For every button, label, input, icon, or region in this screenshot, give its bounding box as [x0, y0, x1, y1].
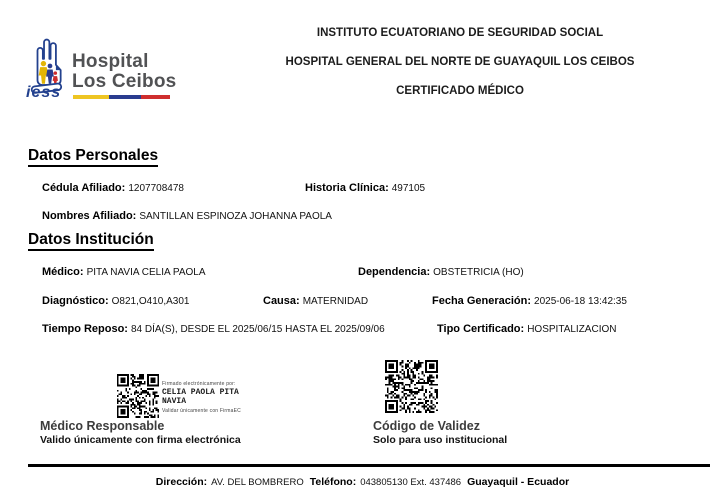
- field-causa: [263, 291, 368, 309]
- iess-logo-text: iess: [26, 84, 62, 101]
- hospital-logo-text: [72, 52, 176, 92]
- fecha-value: 2025-06-18 13:42:35: [534, 296, 627, 307]
- section-title-institucion: Datos Institución: [28, 231, 154, 251]
- validity-qr-code: [385, 360, 438, 413]
- medico-responsable-title: Médico Responsable: [40, 419, 165, 433]
- field-medico: [42, 262, 206, 280]
- section-datos-personales: [28, 147, 158, 165]
- field-dependencia: [358, 262, 524, 280]
- direccion-value: AV. DEL BOMBRERO: [211, 477, 304, 488]
- field-historia-clinica: [305, 178, 425, 196]
- validar-note: Validar únicamente con FirmaEC: [162, 408, 241, 415]
- cedula-value: 1207708478: [128, 183, 184, 194]
- stripe-blue: [109, 95, 141, 99]
- document-header: [200, 26, 720, 98]
- field-nombres-afiliado: [42, 206, 332, 224]
- medico-label: Médico:: [42, 266, 84, 278]
- diagnostico-label: Diagnóstico:: [42, 295, 109, 307]
- section-title-personales: Datos Personales: [28, 147, 158, 167]
- codigo-validez-title: Código de Validez: [373, 419, 480, 433]
- signature-qr-code: [117, 374, 159, 418]
- institution-title: INSTITUTO ECUATORIANO DE SEGURIDAD SOCIAL: [316, 27, 604, 39]
- field-cedula-afiliado: [42, 178, 184, 196]
- telefono-label: Teléfono:: [309, 476, 357, 488]
- hospital-logo-line2: Los Ceibos: [72, 71, 177, 92]
- flag-stripe: [73, 95, 170, 99]
- hospital-title: HOSPITAL GENERAL DEL NORTE DE GUAYAQUIL LOS CEIBOS: [285, 56, 635, 68]
- signed-by-label: Firmado electrónicamente por:: [162, 381, 236, 387]
- fecha-label: Fecha Generación:: [432, 295, 532, 307]
- stripe-yellow: [73, 95, 109, 99]
- dependencia-label: Dependencia:: [358, 266, 431, 278]
- footer-divider: [28, 464, 710, 467]
- section-datos-institucion: [28, 231, 154, 249]
- tipo-label: Tipo Certificado:: [437, 323, 525, 335]
- nombres-label: Nombres Afiliado:: [42, 210, 137, 222]
- document-type-title: CERTIFICADO MÉDICO: [396, 85, 524, 97]
- cedula-label: Cédula Afiliado:: [42, 182, 126, 194]
- historia-label: Historia Clínica:: [305, 182, 389, 194]
- reposo-label: Tiempo Reposo:: [42, 323, 128, 335]
- field-diagnostico: [42, 291, 189, 309]
- direccion-label: Dirección:: [155, 476, 208, 488]
- field-tipo-certificado: [437, 319, 616, 337]
- medico-value: PITA NAVIA CELIA PAOLA: [86, 267, 206, 278]
- electronic-signature-text: [162, 381, 272, 415]
- causa-label: Causa:: [263, 295, 300, 307]
- tipo-value: HOSPITALIZACION: [527, 324, 617, 335]
- codigo-validez-subtitle: Solo para uso institucional: [373, 434, 508, 446]
- footer-contact-line: [0, 472, 725, 490]
- nombres-value: SANTILLAN ESPINOZA JOHANNA PAOLA: [139, 211, 332, 222]
- hospital-logo-line1: Hospital: [72, 51, 149, 72]
- stripe-red: [141, 95, 170, 99]
- causa-value: MATERNIDAD: [302, 296, 369, 307]
- diagnostico-value: O821,O410,A301: [111, 296, 190, 307]
- dependencia-value: OBSTETRICIA (HO): [433, 267, 524, 278]
- telefono-value: 043805130 Ext. 437486: [360, 477, 462, 488]
- field-fecha-generacion: [432, 291, 627, 309]
- ciudad-pais: Guayaquil - Ecuador: [467, 476, 570, 488]
- field-tiempo-reposo: [42, 319, 385, 337]
- historia-value: 497105: [391, 183, 426, 194]
- signer-name: CELIA PAOLA PITA NAVIA: [162, 388, 239, 407]
- reposo-value: 84 DÍA(S), DESDE EL 2025/06/15 HASTA EL 2025/09/06: [130, 324, 385, 335]
- medico-responsable-subtitle: Valido únicamente con firma electrónica: [40, 434, 241, 446]
